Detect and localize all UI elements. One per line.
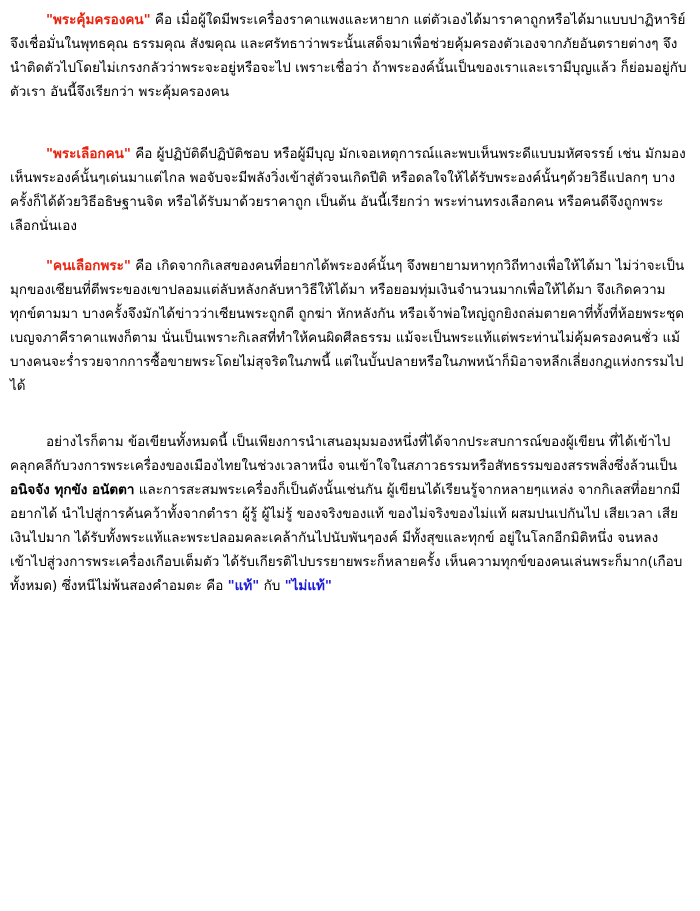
paragraph-conclusion <box>10 430 690 598</box>
emphasis-not-genuine: "ไม่แท้" <box>284 578 332 594</box>
emphasis-three-characteristics: อนิจจัง ทุกขัง อนัตตา <box>10 482 135 498</box>
term-amulet-chooses-person: "พระเลือกคน" <box>46 146 131 162</box>
paragraph-text: กับ <box>259 578 285 594</box>
paragraph-person-chooses-amulet <box>10 254 690 398</box>
paragraph-protecting-amulet <box>10 8 690 104</box>
paragraph-text: คือ ผู้ปฏิบัติดีปฏิบัติชอบ หรือผู้มีบุญ มักเจอเหตุการณ์และพบเห็นพระดีแบบมหัศจรรย์ เช่น มักมองเห็นพระองค์นั้นๆเด่นมาแต่ไกล พอจับจะมีพลังวิ่งเข้าสู่ตัวจนเกิดปีติ หรือดลใจให้ได้รับพระองค์นั้นๆด้วยวิธีแปลกๆ บางครั้งก็ได้ด้วยวิธีอธิษฐานจิต หรือได้รับมาด้วยราคาถูก เป็นต้น อันนี้เรียกว่า พระท่านทรงเลือกคน หรือคนดีจึงถูกพระเลือกนั่นเอง <box>10 146 686 234</box>
paragraph-amulet-chooses-person <box>10 142 690 238</box>
term-person-chooses-amulet: "คนเลือกพระ" <box>46 258 131 274</box>
paragraph-text: คือ เกิดจากกิเลสของคนที่อยากได้พระองค์นั้นๆ จึงพยายามหาทุกวิถีทางเพื่อให้ได้มา ไม่ว่าจะเป็นมุกของเซียนที่ตีพระของเขาปลอมแต่ลับหลังกลับหาวิธีให้ได้มา หรือยอมทุ่มเงินจำนวนมากเพื่อให้ได้มา จึงเกิดความทุกข์ตามมา บางครั้งจึงมักได้ข่าวว่าเซียนพระถูกตี ถูกฆ่า หักหลังกัน หรือเจ้าพ่อใหญ่ถูกยิงถล่มตายคาที่ทั้งที่ห้อยพระชุดเบญจภาคีราคาแพงก็ตาม นั่นเป็นเพราะกิเลสที่ทำให้คนผิดศีลธรรม แม้จะเป็นพระแท้แต่พระท่านไม่คุ้มครองคนชั่ว แม้บางคนจะร่ำรวยจากการซื้อขายพระโดยไม่สุจริตในภพนี้ แต่ในบั้นปลายหรือในภพหน้าก็มิอาจหลีกเลี่ยงกฎแห่งกรรมไปได้ <box>10 258 685 394</box>
emphasis-genuine: "แท้" <box>227 578 260 594</box>
paragraph-text: คือ เมื่อผู้ใดมีพระเครื่องราคาแพงและหายาก แต่ตัวเองได้มาราคาถูกหรือได้มาแบบปาฏิหาริย์ จึงเชื่อมั่นในพุทธคุณ ธรรมคุณ สังฆคุณ และศรัทธาว่าพระนั้นเสด็จมาเพื่อช่วยคุ้มครองตัวเองจากภัยอันตรายต่างๆ จึงนำติดตัวไปโดยไม่เกรงกลัวว่าพระจะอยู่หรือจะไป เพราะเชื่อว่า ถ้าพระองค์นั้นเป็นของเราและเรามีบุญแล้ว ก็ย่อมอยู่กับตัวเรา อันนี้จึงเรียกว่า พระคุ้มครองคน <box>10 12 687 100</box>
term-protecting-amulet: "พระคุ้มครองคน" <box>46 12 151 28</box>
paragraph-text: และการสะสมพระเครื่องก็เป็นดังนั้นเช่นกัน ผู้เขียนได้เรียนรู้จากหลายๆแหล่ง จากกิเลสที่อยากมีอยากได้ นำไปสู่การค้นคว้าทั้งจากตำรา ผู้รู้ ผู้ไม่รู้ ของจริงของแท้ ของไม่จริงของไม่แท้ ผสมปนเปกันไป เสียเวลา เสียเงินไปมาก ได้รับทั้งพระแท้และพระปลอมคละเคล้ากันไปนับพันๆองค์ มีทั้งสุขและทุกข์ อยู่ในโลกอีกมิติหนึ่ง จนหลงเข้าไปสู่วงการพระเครื่องเกือบเต็มตัว ได้รับเกียรติไปบรรยายพระก็หลายครั้ง เห็นความทุกข์ของคนเล่นพระก็มาก(เกือบทั้งหมด) ซึ่งหนีไม่พ้นสองคำอมตะ คือ <box>10 482 683 594</box>
paragraph-text: อย่างไรก็ตาม ข้อเขียนทั้งหมดนี้ เป็นเพียงการนำเสนอมุมมองหนึ่งที่ได้จากประสบการณ์ของผู้เขียน ที่ได้เข้าไปคลุกคลีกับวงการพระเครื่องของเมืองไทยในช่วงเวลาหนึ่ง จนเข้าใจในสภาวธรรมหรือสัทธรรมของสรรพสิ่งซึ่งล้วนเป็น <box>10 434 678 474</box>
